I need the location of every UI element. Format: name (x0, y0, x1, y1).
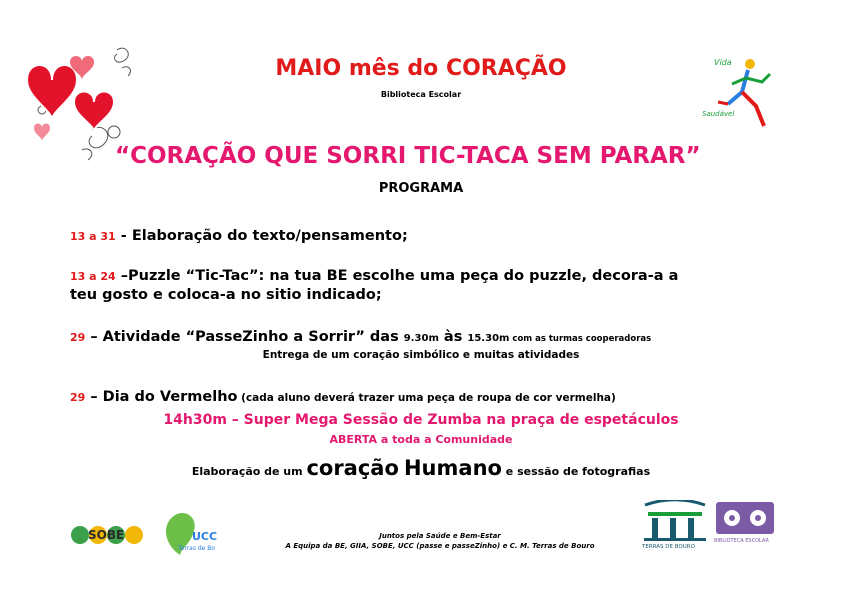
item-date: 13 a 24 (70, 270, 116, 283)
item-text: – Dia do Vermelho (85, 389, 238, 405)
slogan: “CORAÇÃO QUE SORRI TIC-TACA SEM PARAR” (115, 143, 701, 169)
programa-heading: PROGRAMA (378, 181, 464, 196)
aberta-line (0, 433, 842, 446)
program-item-4 (70, 389, 616, 405)
ucc-logo-text: UCC (192, 530, 218, 543)
closing-prefix: Elaboração de um (191, 465, 307, 478)
item-time-start: 9.30m (403, 333, 439, 344)
logo-text-top: Vida (714, 58, 732, 67)
item-text: – Atividade “PasseZinho a Sorrir” das (85, 329, 404, 345)
zumba-line: 14h30m – Super Mega Sessão de Zumba na praça de espetáculos (163, 412, 679, 428)
program-item-3 (70, 329, 651, 345)
item-note: (cada aluno deverá trazer uma peça de roupa de cor vermelha) (237, 392, 616, 404)
municipality-logo-text: TERRAS DE BOURO (642, 544, 695, 550)
item-text-cont: teu gosto e coloca-a no sitio indicado; (70, 287, 382, 303)
program-item-3-line2: Entrega de um coração simbólico e muitas atividades (262, 349, 580, 361)
aberta-word: ABERTA (329, 433, 378, 446)
page-subtitle: Biblioteca Escolar (380, 90, 462, 99)
item-time-end: 15.30m (467, 333, 510, 344)
biblioteca-logo (714, 500, 776, 550)
program-item-1 (70, 228, 408, 244)
program-item-2 (70, 268, 678, 284)
biblioteca-logo-text: BIBLIOTECA ESCOLAR (714, 538, 769, 544)
item-date: 29 (70, 391, 86, 404)
item-note: com as turmas cooperadoras (509, 334, 652, 344)
item-text: –Puzzle “Tic-Tac”: na tua BE escolhe uma peça do puzzle, decora-a a (115, 268, 679, 284)
aberta-rest: a toda a Comunidade (377, 433, 513, 446)
item-text: - Elaboração do texto/pensamento; (115, 228, 408, 244)
page-title: MAIO mês do CORAÇÃO (275, 56, 567, 81)
closing-big-2: Humano (403, 456, 502, 480)
closing-big-1: coração (306, 456, 399, 480)
program-item-2-cont (70, 287, 382, 303)
ucc-logo (160, 505, 240, 560)
item-date: 13 a 31 (70, 230, 116, 243)
item-date: 29 (70, 331, 86, 344)
closing-suffix: e sessão de fotografias (501, 465, 651, 478)
logo-text-bottom: Saudável (702, 110, 735, 118)
ucc-logo-sub: Terras de Bo (178, 545, 216, 552)
closing-line (0, 456, 842, 480)
sobe-logo-text: SOBE (88, 528, 125, 542)
footer-line-2: A Equipa da BE, GIIA, SOBE, UCC (passe e passeZinho) e C. M. Terras de Bouro (285, 542, 595, 550)
footer-line-1: Juntos pela Saúde e Bem-Estar (379, 532, 501, 540)
sobe-logo (68, 515, 148, 555)
municipality-logo (640, 500, 710, 555)
item-text-b: às (438, 329, 468, 345)
